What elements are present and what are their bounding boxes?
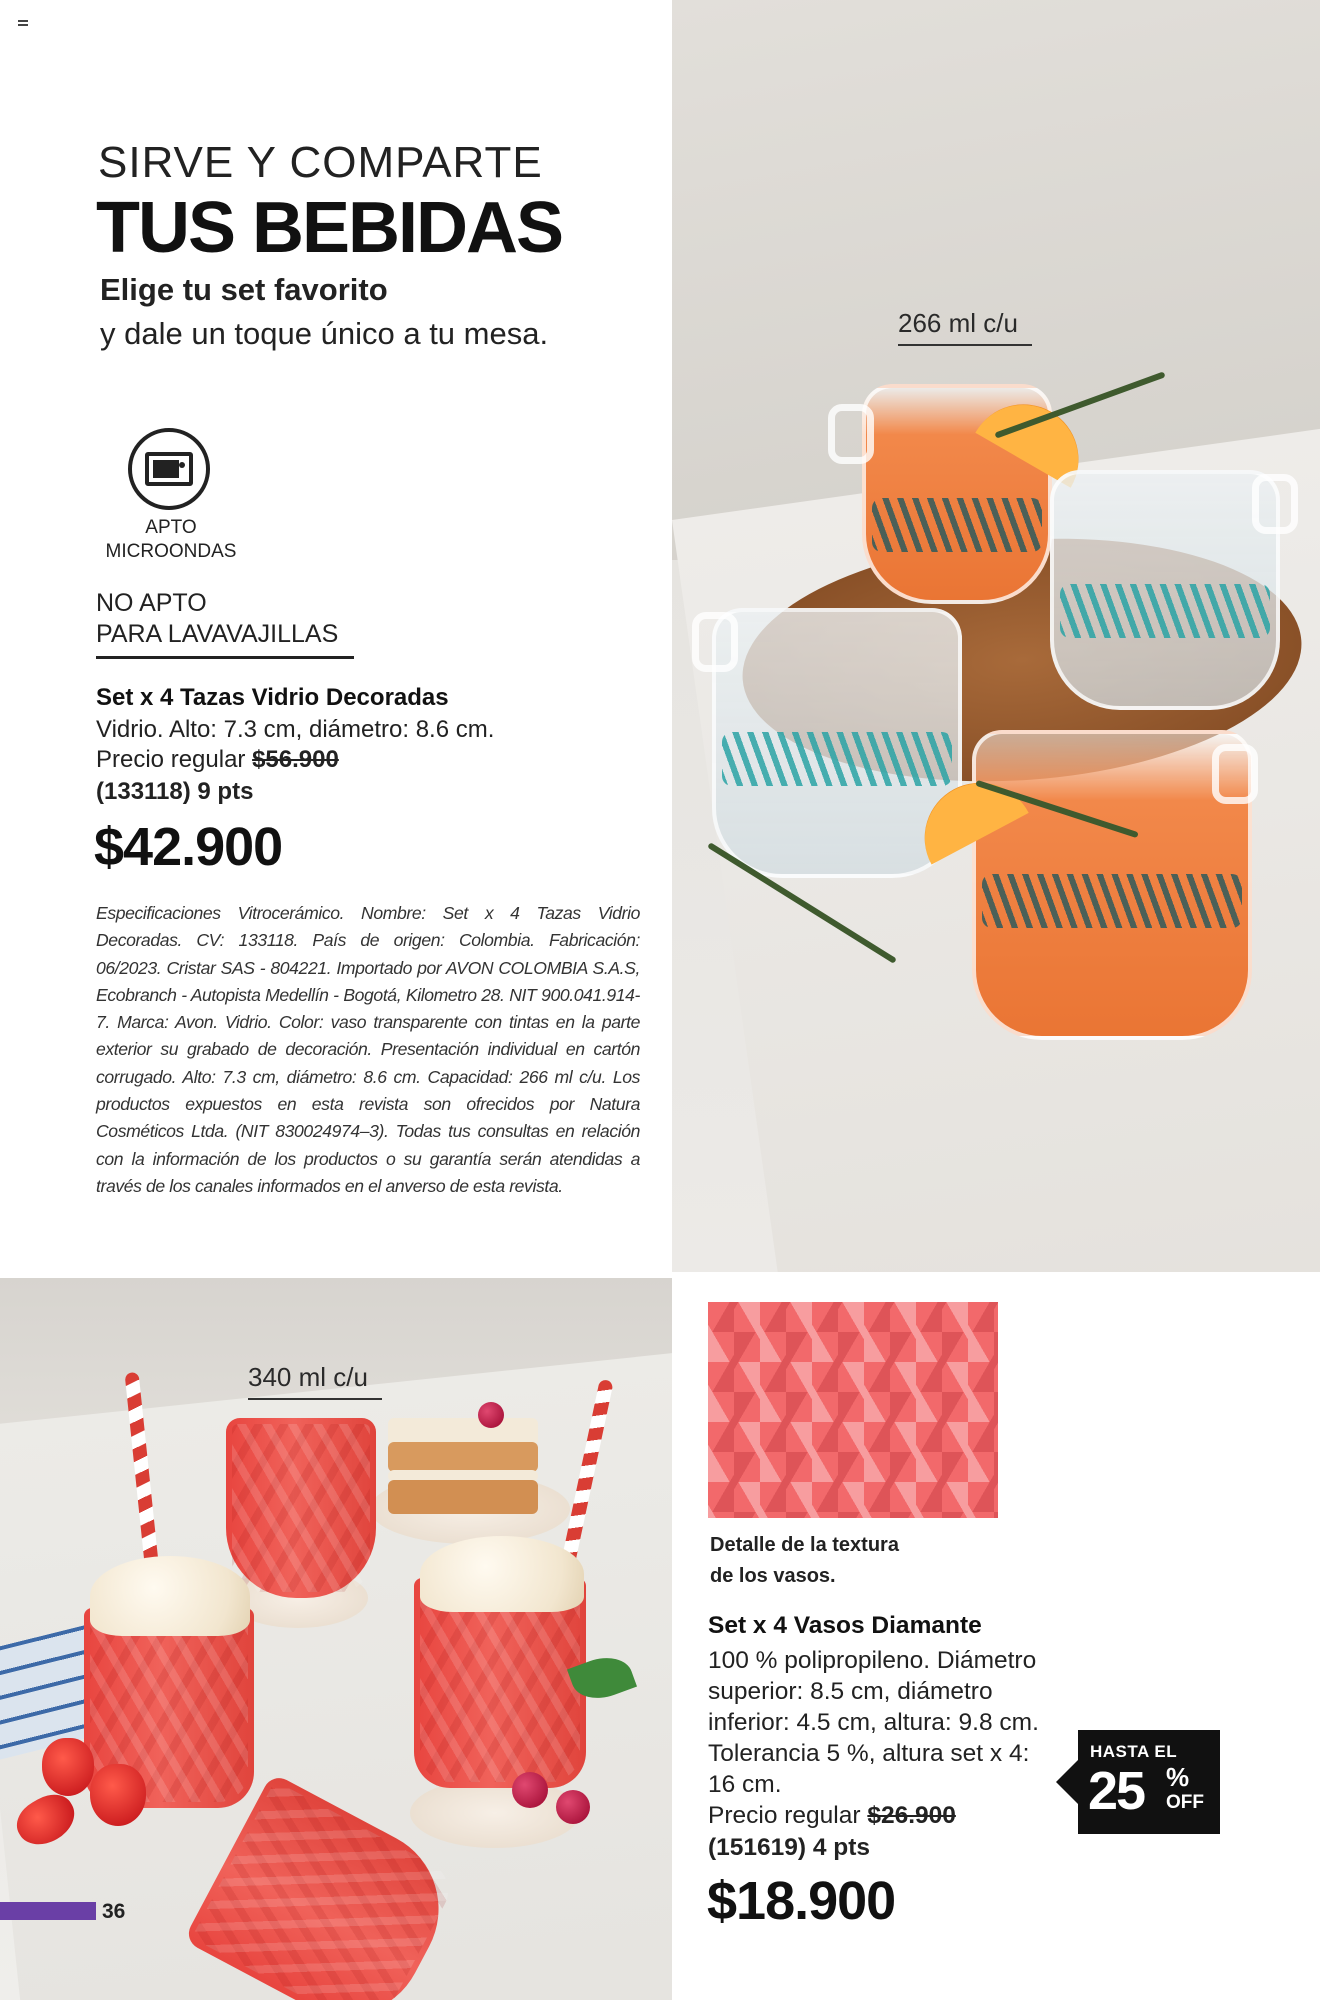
product1-capacity-label: 266 ml c/u [898, 308, 1018, 338]
cup-handle [1252, 474, 1298, 534]
product1-code-points: (133118) 9 pts [96, 778, 254, 805]
product1-regular-price-row [96, 746, 339, 774]
discount-top-text: HASTA EL [1090, 1742, 1178, 1761]
subheadline-bold: Elige tu set favorito [100, 272, 388, 307]
discount-number: 25 [1088, 1761, 1145, 1821]
raspberry [556, 1790, 590, 1824]
headline-line-1: SIRVE Y COMPARTE [98, 138, 543, 187]
texture-caption-line-1: Detalle de la textura [710, 1534, 899, 1556]
product2-regular-price-row [708, 1800, 956, 1831]
discount-badge [1078, 1730, 1220, 1834]
discount-percent: % [1166, 1762, 1190, 1792]
whipped-cream [420, 1536, 584, 1612]
product1-photo [672, 0, 1320, 1272]
texture-caption-line-2: de los vasos. [710, 1565, 836, 1587]
strawberry [90, 1764, 146, 1826]
menu-mark-icon [18, 20, 28, 28]
saucer [410, 1778, 580, 1848]
product1-name: Set x 4 Tazas Vidrio Decoradas [96, 684, 449, 711]
capacity-underline [898, 344, 1032, 346]
microwave-label-line-1: APTO [145, 517, 197, 538]
glass-cup-juice-front [972, 730, 1252, 1040]
product2-capacity-label: 340 ml c/u [248, 1362, 368, 1392]
texture-caption [710, 1530, 899, 1592]
cup-handle [692, 612, 738, 672]
product2-code-points: (151619) 4 pts [708, 1834, 871, 1861]
product1-description: Vidrio. Alto: 7.3 cm, diámetro: 8.6 cm. [96, 716, 495, 743]
page-number: 36 [102, 1900, 126, 1923]
page-accent-bar [0, 1902, 96, 1920]
subheadline-regular: y dale un toque único a tu mesa. [100, 316, 549, 351]
product2-name: Set x 4 Vasos Diamante [708, 1612, 982, 1639]
cake-slice [388, 1418, 538, 1518]
product1-regular-label: Precio regular [96, 746, 253, 773]
raspberry [512, 1772, 548, 1808]
product2-regular-price: $26.900 [867, 1802, 956, 1829]
texture-detail-image [708, 1302, 998, 1518]
product2-description: 100 % polipropileno. Diámetro superior: 8.5 cm, diámetro inferior: 4.5 cm, altura: 9.8 cm. Tolerancia 5 %, altura set x 4: 16 cm. [708, 1647, 1039, 1798]
dishwasher-note-line-2: PARA LAVAVAJILLAS [96, 620, 339, 648]
product1-specifications: Especificaciones Vitrocerámico. Nombre: Set x 4 Tazas Vidrio Decoradas. CV: 133118. País de origen: Colombia. Fabricación: 06/2023. Cristar SAS - 804221. Importado por AVON COLOMBIA S.A.S, Ecobranch - Autopista Medellín - Bogotá, Kilometro 28. NIT 900.041.914-7. Marca: Avon. Vidrio. Color: vaso transparente con tintas en la parte exterior su grabado de decoración. Presentación individual en cartón corrugado. Alto: 7.3 cm, diámetro: 8.6 cm. Capacidad: 266 ml c/u. Los productos expuestos en esta revista son ofrecidos por Natura Cosméticos Ltda. (NIT 830024974–3). Todas tus consultas en relación con la información de los productos o su garantía serán atendidas a través de los canales informados en el anverso de esta revista. [96, 903, 640, 1196]
product2-price: $18.900 [707, 1871, 896, 1931]
microwave-label-line-2: MICROONDAS [105, 541, 237, 562]
microwave-icon [128, 428, 210, 510]
cup-handle [828, 404, 874, 464]
discount-off: OFF [1166, 1792, 1204, 1813]
whipped-cream [90, 1556, 250, 1636]
capacity-underline [248, 1398, 382, 1400]
cup-handle [1212, 744, 1258, 804]
glass-cup-clear-right [1050, 470, 1280, 710]
red-glass-back [226, 1418, 376, 1598]
strawberry [42, 1738, 94, 1796]
dishwasher-note [96, 588, 338, 650]
product1-regular-price: $56.900 [252, 746, 339, 773]
product2-regular-label: Precio regular [708, 1802, 868, 1829]
raspberry [478, 1402, 504, 1428]
dishwasher-note-line-1: NO APTO [96, 589, 207, 617]
headline-line-2: TUS BEBIDAS [96, 188, 563, 268]
microwave-label [86, 516, 256, 564]
product1-price: $42.900 [94, 817, 283, 877]
divider [96, 656, 354, 659]
